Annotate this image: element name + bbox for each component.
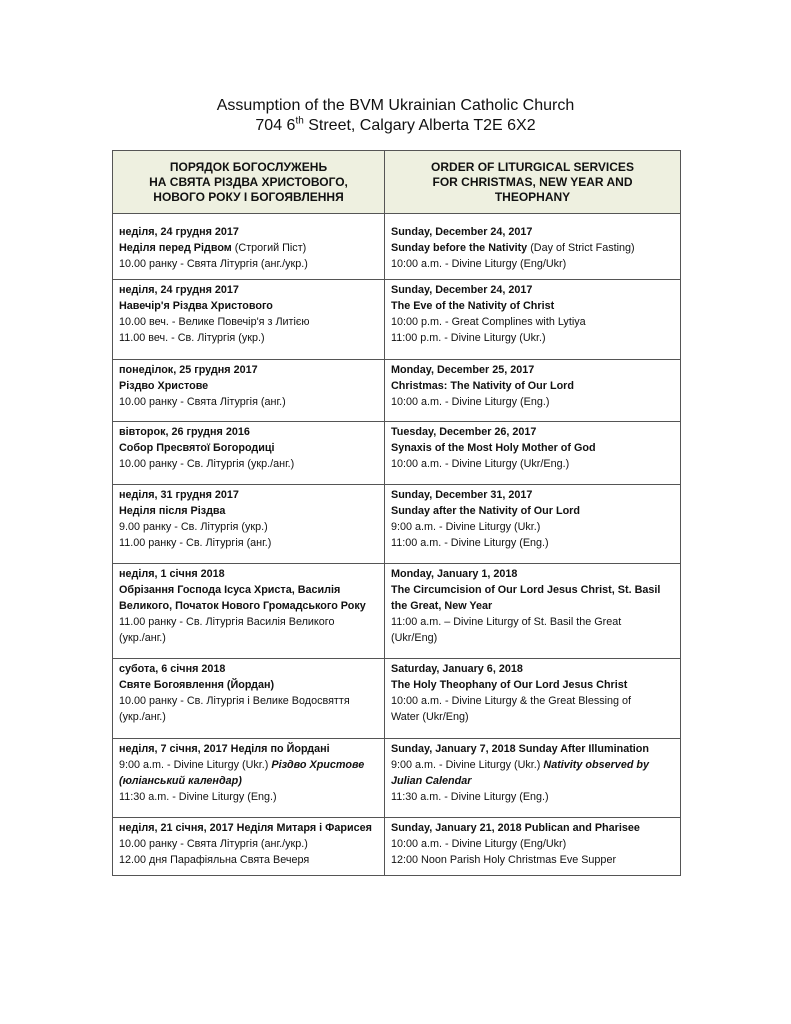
service-time [119,757,378,773]
feast-name-cont: the Great, New Year [391,600,493,612]
cell-english [385,564,681,659]
feast-name-cont: Великого, Початок Нового Громадського Року [119,600,366,612]
cell-ukrainian [113,659,385,739]
cell-ukrainian [113,422,385,485]
service-date: Sunday, December 31, 2017 [391,489,533,501]
header-ukrainian [113,151,385,214]
cell-ukrainian [113,485,385,564]
table-row [113,360,681,422]
observance-note-cont: Julian Calendar [391,775,472,787]
service-date: Monday, January 1, 2018 [391,568,518,580]
service-date: Sunday, January 7, 2018 Sunday After Illumination [391,743,649,755]
feast-name: Sunday after the Nativity of Our Lord [391,505,580,517]
service-date: Sunday, December 24, 2017 [391,226,533,238]
feast-name: Навечір'я Різдва Христового [119,300,273,312]
schedule-table [112,150,681,876]
service-time: 10.00 веч. - Велике Повечір'я з Литією [119,316,310,328]
table-row [113,485,681,564]
address-number: 704 6 [255,117,296,134]
service-time [391,757,674,773]
service-time: 10:00 a.m. - Divine Liturgy (Eng/Ukr) [391,838,567,850]
header-en-line: THEOPHANY [494,189,571,204]
service-time: 11:00 a.m. – Divine Liturgy of St. Basil the Great [391,616,622,628]
service-time-text: 9:00 a.m. - Divine Liturgy (Ukr.) [119,759,272,771]
service-time: 11.00 веч. - Св. Літургія (укр.) [119,332,265,344]
service-date: Sunday, December 24, 2017 [391,284,533,296]
service-date: Monday, December 25, 2017 [391,364,535,376]
service-time: 12.00 дня Парафіяльна Свята Вечеря [119,854,310,866]
feast-name: Неділя перед Рідвом [119,242,232,254]
feast-line [119,240,378,256]
address-rest: Street, Calgary Alberta T2E 6X2 [303,117,536,134]
cell-ukrainian [113,214,385,280]
header-en-line: FOR CHRISTMAS, NEW YEAR AND [432,174,633,189]
observance-note: Nativity observed by [543,759,650,771]
service-time: 11:30 a.m. - Divine Liturgy (Eng.) [119,791,277,803]
address-suffix: th [295,115,304,127]
service-date: субота, 6 січня 2018 [119,663,226,675]
cell-english [385,280,681,360]
service-date: Tuesday, December 26, 2017 [391,426,537,438]
observance-note-cont: (юліанський календар) [119,775,242,787]
feast-name: Неділя після Різдва [119,505,226,517]
cell-ukrainian [113,280,385,360]
service-time: 9.00 ранку - Св. Літургія (укр.) [119,521,268,533]
service-date: неділя, 31 грудня 2017 [119,489,239,501]
service-time-text: 9:00 a.m. - Divine Liturgy (Ukr.) [391,759,544,771]
feast-name: Sunday before the Nativity [391,242,528,254]
service-time: 10.00 ранку - Св. Літургія і Велике Водосвяття [119,695,350,707]
feast-name: Synaxis of the Most Holy Mother of God [391,442,596,454]
feast-name: Святе Богоявлення (Йордан) [119,679,275,691]
service-time: 10:00 p.m. - Great Complines with Lytiya [391,316,586,328]
cell-english [385,360,681,422]
service-time: 11.00 ранку - Св. Літургія (анг.) [119,537,272,549]
table-row [113,659,681,739]
church-address [0,116,791,136]
service-date: неділя, 7 січня, 2017 Неділя по Йордані [119,743,330,755]
cell-english [385,739,681,818]
service-time: 11:30 a.m. - Divine Liturgy (Eng.) [391,791,549,803]
table-row [113,564,681,659]
cell-english [385,214,681,280]
service-time: (Ukr/Eng) [391,632,438,644]
cell-english [385,818,681,876]
table-row [113,422,681,485]
service-time: 11:00 p.m. - Divine Liturgy (Ukr.) [391,332,546,344]
service-time: 10.00 ранку - Свята Літургія (анг.) [119,396,286,408]
feast-note: (Day of Strict Fasting) [527,242,635,254]
feast-line [391,240,674,256]
service-time: 10:00 a.m. - Divine Liturgy (Ukr/Eng.) [391,458,570,470]
service-time: 10:00 a.m. - Divine Liturgy (Eng/Ukr) [391,258,567,270]
feast-name: The Eve of the Nativity of Christ [391,300,555,312]
church-name: Assumption of the BVM Ukrainian Catholic Church [216,97,575,114]
service-time: 10.00 ранку - Свята Літургія (анг./укр.) [119,258,308,270]
service-date: неділя, 21 січня, 2017 Неділя Митаря і Фарисея [119,822,372,834]
cell-ukrainian [113,360,385,422]
service-time: 12:00 Noon Parish Holy Christmas Eve Supper [391,854,617,866]
cell-ukrainian [113,739,385,818]
table-row [113,818,681,876]
service-time: Water (Ukr/Eng) [391,711,469,723]
header-uk-line: НА СВЯТА РІЗДВА ХРИСТОВОГО, [149,174,348,189]
cell-english [385,485,681,564]
header-english [385,151,681,214]
feast-name: Різдво Христове [119,380,209,392]
cell-ukrainian [113,818,385,876]
service-date: неділя, 24 грудня 2017 [119,226,239,238]
service-date: неділя, 1 січня 2018 [119,568,225,580]
service-time: 9:00 a.m. - Divine Liturgy (Ukr.) [391,521,541,533]
service-date: неділя, 24 грудня 2017 [119,284,239,296]
feast-name: Собор Пресвятої Богородиці [119,442,275,454]
table-row [113,280,681,360]
header-row [113,151,681,214]
feast-name: Обрізання Господа Ісуса Христа, Василія [119,584,341,596]
cell-english [385,422,681,485]
service-time: 10.00 ранку - Свята Літургія (анг./укр.) [119,838,308,850]
document-title [0,96,791,136]
header-uk-line: НОВОГО РОКУ І БОГОЯВЛЕННЯ [153,189,344,204]
feast-name: The Holy Theophany of Our Lord Jesus Christ [391,679,628,691]
cell-english [385,659,681,739]
service-date: понеділок, 25 грудня 2017 [119,364,258,376]
service-time: 11.00 ранку - Св. Літургія Василія Великого [119,616,335,628]
table-row [113,214,681,280]
service-date: Sunday, January 21, 2018 Publican and Pharisee [391,822,640,834]
feast-note: (Строгий Піст) [231,242,307,254]
service-time: (укр./анг.) [119,632,166,644]
service-time: 11:00 a.m. - Divine Liturgy (Eng.) [391,537,549,549]
header-uk-line: ПОРЯДОК БОГОСЛУЖЕНЬ [169,159,328,174]
cell-ukrainian [113,564,385,659]
feast-name: Christmas: The Nativity of Our Lord [391,380,574,392]
table-row [113,739,681,818]
service-time: 10:00 a.m. - Divine Liturgy (Eng.) [391,396,550,408]
feast-name: The Circumcision of Our Lord Jesus Christ, St. Basil [391,584,661,596]
observance-note: Різдво Христове [271,759,365,771]
service-time: (укр./анг.) [119,711,166,723]
service-time: 10.00 ранку - Св. Літургія (укр./анг.) [119,458,295,470]
header-en-line: ORDER OF LITURGICAL SERVICES [431,159,634,174]
service-time: 10:00 a.m. - Divine Liturgy & the Great Blessing of [391,695,632,707]
service-date: Saturday, January 6, 2018 [391,663,523,675]
service-date: вівторок, 26 грудня 2016 [119,426,250,438]
